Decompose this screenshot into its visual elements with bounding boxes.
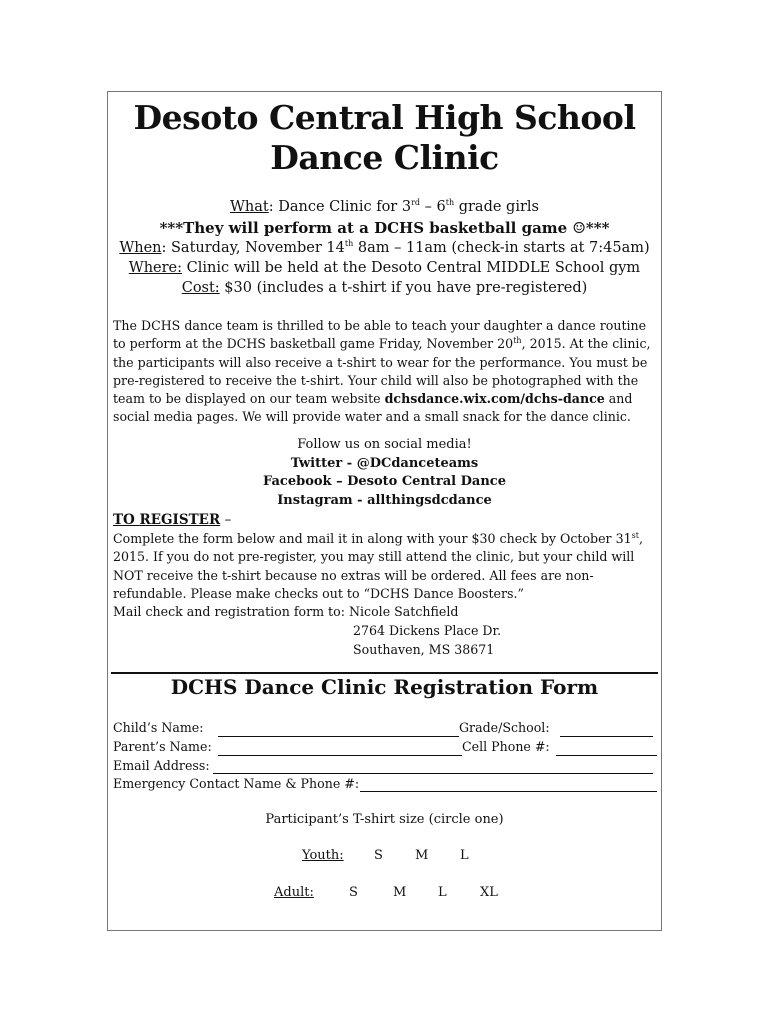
- team-website: dchsdance.wix.com/dchs-dance: [384, 391, 605, 407]
- youth-label: Youth:: [302, 848, 344, 863]
- flyer-page: [107, 91, 662, 931]
- register-heading-line: [113, 512, 231, 528]
- where-label: Where:: [128, 260, 183, 276]
- youth-size-m[interactable]: M: [415, 848, 429, 863]
- when-sup: th: [344, 239, 354, 249]
- what-sup-th: th: [445, 198, 455, 208]
- tshirt-prompt: Participant’s T-shirt size (circle one): [265, 812, 504, 827]
- adult-size-m[interactable]: M: [393, 885, 407, 900]
- emergency-contact-label: Emergency Contact Name & Phone #:: [113, 776, 360, 791]
- adult-size-s[interactable]: S: [349, 885, 358, 900]
- section-divider: [111, 672, 658, 674]
- mail-name: Nicole Satchfield: [349, 604, 459, 619]
- register-sup: st: [631, 530, 639, 540]
- email-label: Email Address:: [113, 758, 210, 773]
- youth-size-l[interactable]: L: [460, 848, 469, 863]
- register-dash: –: [220, 512, 232, 528]
- grade-school-label: Grade/School:: [459, 720, 550, 735]
- when-text-b: 8am – 11am (check-in starts at 7:45am): [353, 240, 650, 256]
- child-name-label: Child’s Name:: [113, 720, 204, 735]
- social-intro: Follow us on social media!: [297, 437, 472, 452]
- what-label: What: [230, 199, 269, 215]
- description-part3: and social media pages. We will provide water and a small snack for the dance clinic.: [113, 391, 633, 425]
- what-text-a: : Dance Clinic for 3: [268, 199, 412, 215]
- description-part2: , 2015. At the clinic, the participants will also receive a t-shirt to wear for the performance. You must be pre-registered to receive the t-shirt. Your child will also be photographed with the team to be displayed on our team website: [113, 336, 651, 407]
- what-sup-rd: rd: [411, 198, 421, 208]
- what-text-b: – 6: [420, 199, 446, 215]
- cost-text: $30 (includes a t-shirt if you have pre-registered): [219, 280, 588, 296]
- cost-label: Cost:: [181, 280, 220, 296]
- where-line: [108, 260, 661, 276]
- where-text: Clinic will be held at the Desoto Central MIDDLE School gym: [182, 260, 641, 276]
- child-name-field[interactable]: [218, 736, 459, 737]
- mail-label: Mail check and registration form to:: [113, 604, 345, 619]
- parent-name-field[interactable]: [218, 755, 462, 756]
- register-text-a: Complete the form below and mail it in along with your $30 check by October 31: [113, 531, 632, 546]
- register-paragraph: [113, 530, 658, 603]
- parent-name-label: Parent’s Name:: [113, 739, 212, 754]
- when-label: When: [119, 240, 162, 256]
- emergency-contact-field[interactable]: [360, 791, 657, 792]
- adult-label: Adult:: [274, 885, 314, 900]
- grade-school-field[interactable]: [560, 736, 653, 737]
- youth-size-s[interactable]: S: [374, 848, 383, 863]
- description-paragraph: [113, 317, 658, 427]
- social-facebook: Facebook – Desoto Central Dance: [262, 474, 506, 489]
- social-twitter: Twitter - @DCdanceteams: [290, 456, 479, 471]
- cost-line: [108, 280, 661, 296]
- register-heading: TO REGISTER: [113, 512, 221, 528]
- when-line: [108, 240, 661, 256]
- email-field[interactable]: [213, 773, 653, 774]
- mail-city: Southaven, MS 38671: [353, 642, 495, 657]
- registration-form-title: DCHS Dance Clinic Registration Form: [170, 675, 599, 699]
- flyer-title-line2: Dance Clinic: [270, 138, 499, 177]
- adult-size-xl[interactable]: XL: [480, 885, 498, 900]
- cell-phone-label: Cell Phone #:: [462, 739, 550, 754]
- when-text-a: : Saturday, November 14: [161, 240, 345, 256]
- what-text-c: grade girls: [454, 199, 539, 215]
- mail-street: 2764 Dickens Place Dr.: [353, 623, 502, 638]
- what-line: [108, 199, 661, 215]
- adult-size-l[interactable]: L: [438, 885, 447, 900]
- flyer-title-line1: Desoto Central High School: [133, 98, 636, 137]
- description-part1: The DCHS dance team is thrilled to be able to teach your daughter a dance routine to perform at the DCHS basketball game Friday, November 20: [113, 318, 647, 352]
- perform-line: ***They will perform at a DCHS basketball game ☺***: [159, 219, 610, 237]
- register-text-b: , 2015. If you do not pre-register, you may still attend the clinic, but your child will NOT receive the t-shirt because no extras will be ordered. All fees are non-refundable. Please make checks out to “DCHS Dance Boosters.”: [113, 531, 643, 601]
- social-instagram: Instagram - allthingsdcdance: [277, 493, 492, 508]
- cell-phone-field[interactable]: [556, 755, 657, 756]
- description-sup: th: [513, 336, 522, 346]
